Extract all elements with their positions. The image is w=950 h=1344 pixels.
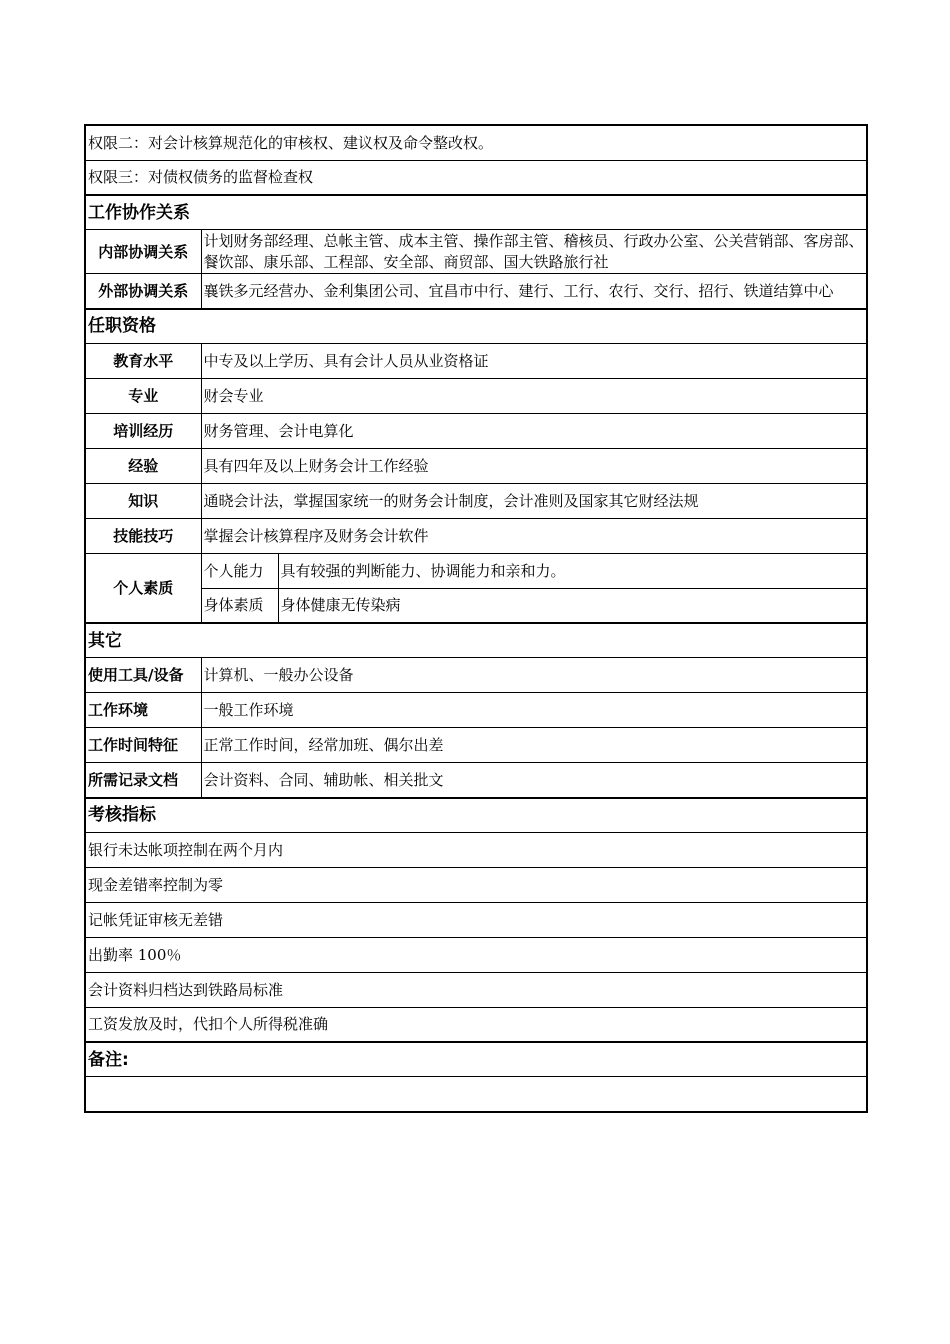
authority-3-text: 权限三：对债权债务的监督检查权 [85,160,867,195]
other-value: 一般工作环境 [201,693,867,728]
external-coordination-row [85,274,867,309]
qualification-label: 经验 [85,448,201,483]
internal-coordination-label: 内部协调关系 [85,230,201,274]
other-row [85,658,867,693]
remarks-header-row [85,1042,867,1077]
section-title-other: 其它 [85,623,867,658]
physical-quality-label: 身体素质 [201,588,278,623]
qualification-row [85,378,867,413]
kpi-item: 会计资料归档达到铁路局标准 [85,972,867,1007]
other-row [85,728,867,763]
personal-ability-value: 具有较强的判断能力、协调能力和亲和力。 [278,553,867,588]
kpi-row [85,972,867,1007]
internal-coordination-row [85,230,867,274]
authority-2-text: 权限二：对会计核算规范化的审核权、建议权及命令整改权。 [85,125,867,160]
internal-coordination-value: 计划财务部经理、总帐主管、成本主管、操作部主管、稽核员、行政办公室、公关营销部、客房部、餐饮部、康乐部、工程部、安全部、商贸部、国大铁路旅行社 [201,230,867,274]
qualification-value: 中专及以上学历、具有会计人员从业资格证 [201,343,867,378]
qualifications-header-row [85,309,867,344]
other-value: 计算机、一般办公设备 [201,658,867,693]
kpi-item: 记帐凭证审核无差错 [85,902,867,937]
other-value: 正常工作时间，经常加班、偶尔出差 [201,728,867,763]
qualification-row [85,483,867,518]
section-title-qualifications: 任职资格 [85,309,867,344]
qualification-label: 教育水平 [85,343,201,378]
authority-row-3 [85,160,867,195]
section-title-collaboration: 工作协作关系 [85,195,867,230]
qualification-value: 财务管理、会计电算化 [201,413,867,448]
physical-quality-row [85,588,867,623]
kpi-row [85,937,867,972]
qualification-row [85,448,867,483]
personal-ability-label: 个人能力 [201,553,278,588]
kpi-item: 工资发放及时，代扣个人所得税准确 [85,1007,867,1042]
job-description-table [84,124,868,1113]
qualification-label: 专业 [85,378,201,413]
section-title-remarks: 备注: [85,1042,867,1077]
external-coordination-label: 外部协调关系 [85,274,201,309]
qualification-row [85,518,867,553]
collaboration-header-row [85,195,867,230]
other-label: 所需记录文档 [85,763,201,798]
kpi-row [85,867,867,902]
qualification-row [85,413,867,448]
kpi-row [85,902,867,937]
personal-ability-row [85,553,867,588]
external-coordination-value: 襄铁多元经营办、金利集团公司、宜昌市中行、建行、工行、农行、交行、招行、铁道结算中心 [201,274,867,309]
qualification-value: 通晓会计法，掌握国家统一的财务会计制度，会计准则及国家其它财经法规 [201,483,867,518]
kpi-header-row [85,798,867,833]
other-value: 会计资料、合同、辅助帐、相关批文 [201,763,867,798]
qualification-row [85,343,867,378]
job-description-sheet [84,124,866,1113]
other-header-row [85,623,867,658]
other-row [85,763,867,798]
physical-quality-value: 身体健康无传染病 [278,588,867,623]
section-title-kpi: 考核指标 [85,798,867,833]
qualification-value: 财会专业 [201,378,867,413]
qualification-value: 具有四年及以上财务会计工作经验 [201,448,867,483]
kpi-row [85,1007,867,1042]
other-label: 使用工具/设备 [85,658,201,693]
kpi-item: 现金差错率控制为零 [85,867,867,902]
kpi-row [85,832,867,867]
authority-row-2 [85,125,867,160]
personal-quality-label: 个人素质 [85,553,201,623]
kpi-item: 银行未达帐项控制在两个月内 [85,832,867,867]
qualification-label: 技能技巧 [85,518,201,553]
other-label: 工作时间特征 [85,728,201,763]
other-row [85,693,867,728]
qualification-value: 掌握会计核算程序及财务会计软件 [201,518,867,553]
qualification-label: 培训经历 [85,413,201,448]
remarks-content-row [85,1077,867,1112]
qualification-label: 知识 [85,483,201,518]
other-label: 工作环境 [85,693,201,728]
kpi-item: 出勤率 100％ [85,937,867,972]
remarks-content [85,1077,867,1112]
